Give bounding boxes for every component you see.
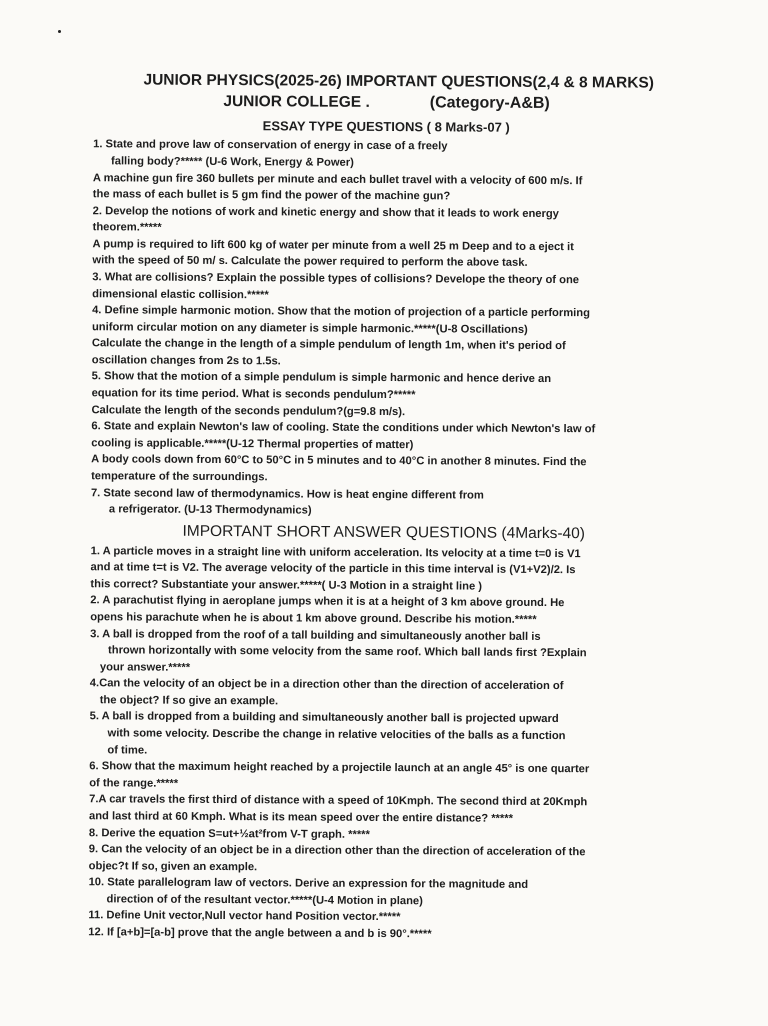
header-title (143, 71, 679, 94)
short-line: 1. A particle moves in a straight line with uniform acceleration. Its velocity at a time t=0 is V1 (90, 544, 581, 560)
short-line: this correct? Substantiate your answer.*****( U-3 Motion in a straight line ) (90, 578, 483, 593)
header-line1: JUNIOR PHYSICS(2025-26) IMPORTANT QUESTIONS(2,4 & 8 MARKS) (143, 71, 655, 92)
essay-line: 6. State and explain Newton's law of cooling. State the conditions under which Newton's law of (91, 420, 596, 436)
short-line: of time. (107, 743, 148, 757)
essay-line: A pump is required to lift 600 kg of water per minute from a well 25 m Deep and to a eject it (92, 238, 574, 254)
essay-line: 1. State and prove law of conservation of energy in case of a freely (93, 138, 448, 153)
essay-section-title: ESSAY TYPE QUESTIONS ( 8 Marks-07 ) (262, 118, 510, 136)
college-name: JUNIOR COLLEGE . (223, 93, 370, 112)
essay-line: 4. Define simple harmonic motion. Show that the motion of projection of a particle performing (92, 304, 591, 320)
essay-line: equation for its time period. What is seconds pendulum?***** (91, 387, 416, 402)
essay-line: cooling is applicable.*****(U-12 Thermal properties of matter) (91, 437, 414, 451)
essay-questions (91, 137, 679, 522)
short-line: your answer.***** (99, 660, 191, 674)
short-line: opens his parachute when he is about 1 km above ground. Describe his motion.***** (90, 611, 537, 626)
short-line: 6. Show that the maximum height reached by a projectile launch at an angle 45° is one quarter (89, 760, 590, 776)
short-line: and at time t=t is V2. The average velocity of the particle in this time interval is (V1+V2)/2. Is (90, 561, 576, 577)
short-line: 9. Can the velocity of an object be in a direction other than the direction of acceleration of the (88, 843, 586, 859)
essay-line: falling body?***** (U-6 Work, Energy & Power) (110, 155, 354, 169)
essay-line: with the speed of 50 m/ s. Calculate the power required to perform the above task. (92, 254, 528, 270)
essay-line: the mass of each bullet is 5 gm find the power of the machine gun? (92, 188, 451, 203)
short-line: 4.Can the velocity of an object be in a direction other than the direction of acceleration of (89, 677, 564, 693)
essay-line: Calculate the length of the seconds pendulum?(g=9.8 m/s). (91, 403, 406, 418)
essay-line: a refrigerator. (U-13 Thermodynamics) (108, 503, 312, 517)
essay-line: uniform circular motion on any diameter is simple harmonic.*****(U-8 Oscillations) (91, 320, 528, 336)
short-section-title: IMPORTANT SHORT ANSWER QUESTIONS (4Marks-40) (182, 522, 586, 542)
essay-line: dimensional elastic collision.***** (92, 287, 269, 301)
short-line: the object? If so give an example. (99, 694, 279, 708)
essay-line: Calculate the change in the length of a simple pendulum of length 1m, when it's period of (91, 337, 566, 353)
short-line: objec?t If so, given an example. (88, 859, 258, 873)
essay-line: A body cools down from 60°C to 50°C in 5 minutes and to 40°C in another 8 minutes. Find the (91, 453, 587, 469)
short-line: 7.A car travels the first third of distance with a speed of 10Kmph. The second third at 20Kmph (89, 793, 588, 809)
short-line: and last third at 60 Kmph. What is its mean speed over the entire distance? ***** (88, 810, 514, 825)
short-line: direction of of the resultant vector.*****(U-4 Motion in plane) (106, 893, 423, 908)
short-line: with some velocity. Describe the change in relative velocities of the balls as a function (107, 727, 566, 743)
short-line: 11. Define Unit vector,Null vector hand Position vector.***** (88, 909, 401, 924)
essay-line: 2. Develop the notions of work and kinetic energy and show that it leads to work energy (92, 204, 559, 220)
essay-line: theorem.***** (92, 221, 162, 234)
short-line: thrown horizontally with some velocity from the same roof. Which ball lands first ?Explain (107, 644, 587, 660)
short-line: 12. If [a+b]=[a-b] prove that the angle between a and b is 90°.***** (88, 926, 432, 941)
category-label: (Category-A&B) (429, 94, 550, 113)
essay-line: 5. Show that the motion of a simple pendulum is simple harmonic and hence derive an (91, 370, 552, 386)
essay-line: 3. What are collisions? Explain the possible types of collisions? Develope the theory of one (92, 271, 580, 287)
essay-line: temperature of the surroundings. (91, 470, 268, 484)
short-line: 10. State parallelogram law of vectors. Derive an expression for the magnitude and (88, 876, 529, 892)
short-line: 2. A parachutist flying in aeroplane jumps when it is at a height of 3 km above ground. He (90, 594, 565, 610)
essay-line: oscillation changes from 2s to 1.5s. (91, 354, 281, 368)
header-subtitle (223, 92, 679, 115)
short-line: of the range.***** (89, 776, 179, 790)
short-line: 8. Derive the equation S=ut+½at²from V-T graph. ***** (88, 826, 370, 841)
short-questions (88, 543, 676, 944)
short-line: 3. A ball is dropped from the roof of a tall building and simultaneously another ball is (90, 627, 541, 643)
short-line: 5. A ball is dropped from a building and simultaneously another ball is projected upward (89, 710, 559, 726)
essay-line: A machine gun fire 360 bullets per minute and each bullet travel with a velocity of 600 m/s. If (92, 171, 583, 187)
essay-line: 7. State second law of thermodynamics. How is heat engine different from (90, 486, 484, 502)
